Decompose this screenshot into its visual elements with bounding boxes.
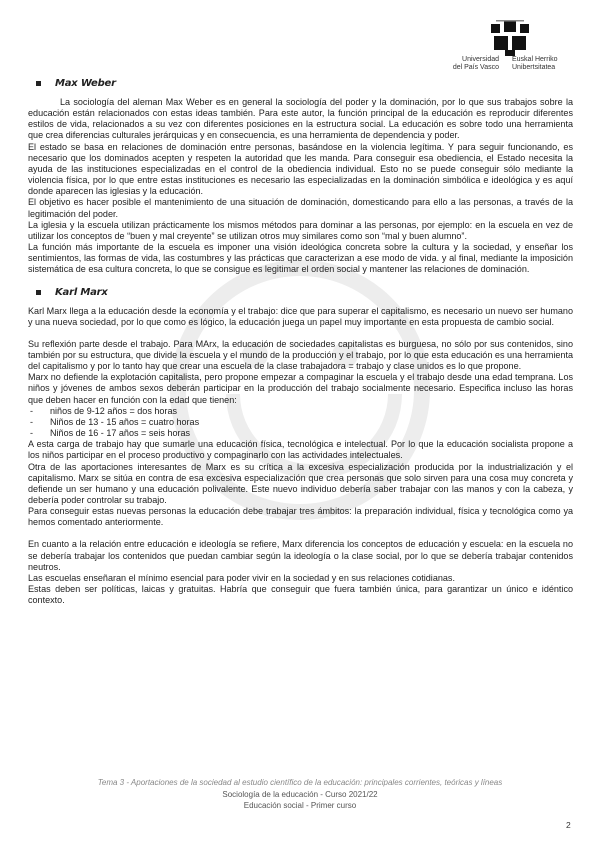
paragraph: El objetivo es hacer posible el mantenimiento de una situación de dominación, domesticando para ello a las personas, a través de la legitimación del poder. — [28, 197, 573, 219]
bullet-square-icon — [36, 290, 41, 295]
university-logo-icon — [490, 20, 530, 56]
heading-karl-marx — [28, 287, 573, 298]
footer-course: Sociología de la educación - Curso 2021/22 — [222, 790, 378, 799]
paragraph: La función más importante de la escuela es imponer una visión ideológica concreta sobre la cultura y la sociedad, y enseñar los sentimientos, las formas de vida, las costumbres y las prácticas que caracterizan a ese modo de vida. y al final, mediante la imposición sistemática de esa cultura concreta, lo que se consigue es legitimar el orden social y mantener las relaciones de dominación. — [28, 242, 573, 275]
paragraph: Su reflexión parte desde el trabajo. Para MArx, la educación de sociedades capitalistas es burguesa, no sólo por sus contenidos, sino también por su estructura, que divide la escuela y el mundo de la producción y el trabajo, por lo que esta educación es una herramienta del capitalismo y por lo tanto hay que crear una escuela de la clase trabajadora = trabajo y clase unidos es lo que propone. — [28, 338, 573, 372]
page-number: 2 — [566, 820, 571, 830]
paragraph: La iglesia y la escuela utilizan prácticamente los mismos métodos para dominar a las personas, por ejemplo: en la escuela en vez de utilizar los conceptos de “buen y mal creyente” se utilizan otros muy similares como son “mal y buen alumno”. — [28, 219, 573, 241]
section-title: Max Weber — [55, 78, 116, 89]
paragraph: Otra de las aportaciones interesantes de Marx es su crítica a la excesiva especialización producida por la industrialización y el capitalismo. Marx se sitúa en contra de esa excesiva especialización que crea personas que solo sirven para una cosa muy concreta y defiende un ser humano y una educación polivalente. Este nuevo individuo debería saber trabajar con las manos y con la cabeza, y debería poder controlar su trabajo. — [28, 461, 573, 505]
bullet-square-icon — [36, 81, 41, 86]
footer-degree: Educación social - Primer curso — [243, 801, 357, 810]
university-name-eu: Euskal Herriko Unibertsitatea — [512, 56, 558, 71]
list-item: - Niños de 16 - 17 años = seis horas — [28, 428, 573, 439]
hours-list — [28, 406, 573, 439]
paragraph: Para conseguir estas nuevas personas la educación debe trabajar tres ámbitos: la preparación individual, física y tecnológica como ya hemos comentado anteriormente. — [28, 506, 573, 528]
list-item: - Niños de 13 - 15 años = cuatro horas — [28, 417, 573, 428]
paragraph: El estado se basa en relaciones de dominación entre personas, basándose en la violencia legítima. Y para seguir funcionando, es necesario que los dominados acepten y respeten la autoridad que les manda. Para conseguir esa obediencia, el Estado necesita la ayuda de las instituciones especializadas en el control de la obediencia individual. Esto no se puede conseguir sólo mediante la violencia física, por lo que entre estas instituciones es necesario las especializadas en la dominación simbólica e ideológica y es aquí donde aparecen las iglesias y la educación. — [28, 141, 573, 197]
paragraph: A esta carga de trabajo hay que sumarle una educación física, tecnológica e intelectual. Por lo que la educación socialista propone a los niños participar en el proceso productivo y compaginarlo con las actividades intelectuales. — [28, 439, 573, 461]
section-title: Karl Marx — [55, 286, 108, 298]
paragraph: Marx no defiende la explotación capitalista, pero propone empezar a compaginar la escuela y el trabajo desde una edad temprana. Los niños y jóvenes de ambos sexos deberán participar en la producción del trabajo socialmente necesario. Especifica incluso las horas que deben hacer en función con la edad que tienen: — [28, 372, 573, 405]
paragraph: La sociología del aleman Max Weber es en general la sociología del poder y la dominación, por lo que sus trabajos sobre la educación están relacionados con estas ideas también. Para este autor, la función principal de la educación es reproducir diferentes estilos de vida, relacionados a su vez con diferentes posiciones en la estructura social. La educación es sobre todo una herramienta que crea diferencias culturales jerárquicas y en consecuencia, es una herramienta de dependencia y poder. — [28, 97, 573, 141]
university-name-es: Universidad del País Vasco — [452, 56, 499, 71]
footer-topic: Tema 3 - Aportaciones de la sociedad al estudio científico de la educación: principales corrientes, teóricas y líneas — [97, 778, 503, 787]
paragraph: En cuanto a la relación entre educación e ideología se refiere, Marx diferencia los conceptos de educación y escuela: en la escuela no se debería trabajar los contenidos que puedan cambiar según la ideología o la clase social, por lo que se debería trabajar contenidos neutros. — [28, 539, 573, 572]
document-body — [28, 78, 573, 606]
list-item: - niños de 9-12 años = dos horas — [28, 406, 573, 417]
paragraph: Estas deben ser políticas, laicas y gratuitas. Habría que conseguir que fuera también única, para garantizar un único e idéntico contexto. — [28, 584, 573, 606]
paragraph: Las escuelas enseñaran el mínimo esencial para poder vivir en la sociedad y en sus relaciones cotidianas. — [28, 572, 455, 583]
paragraph: Karl Marx llega a la educación desde la economía y el trabajo: dice que para superar el capitalismo, es necesario un nuevo ser humano y una nueva sociedad, por lo que como es lógico, la educación juega un papel muy importante en esta propuesta de cambio social. — [28, 305, 573, 327]
heading-max-weber — [28, 78, 573, 89]
